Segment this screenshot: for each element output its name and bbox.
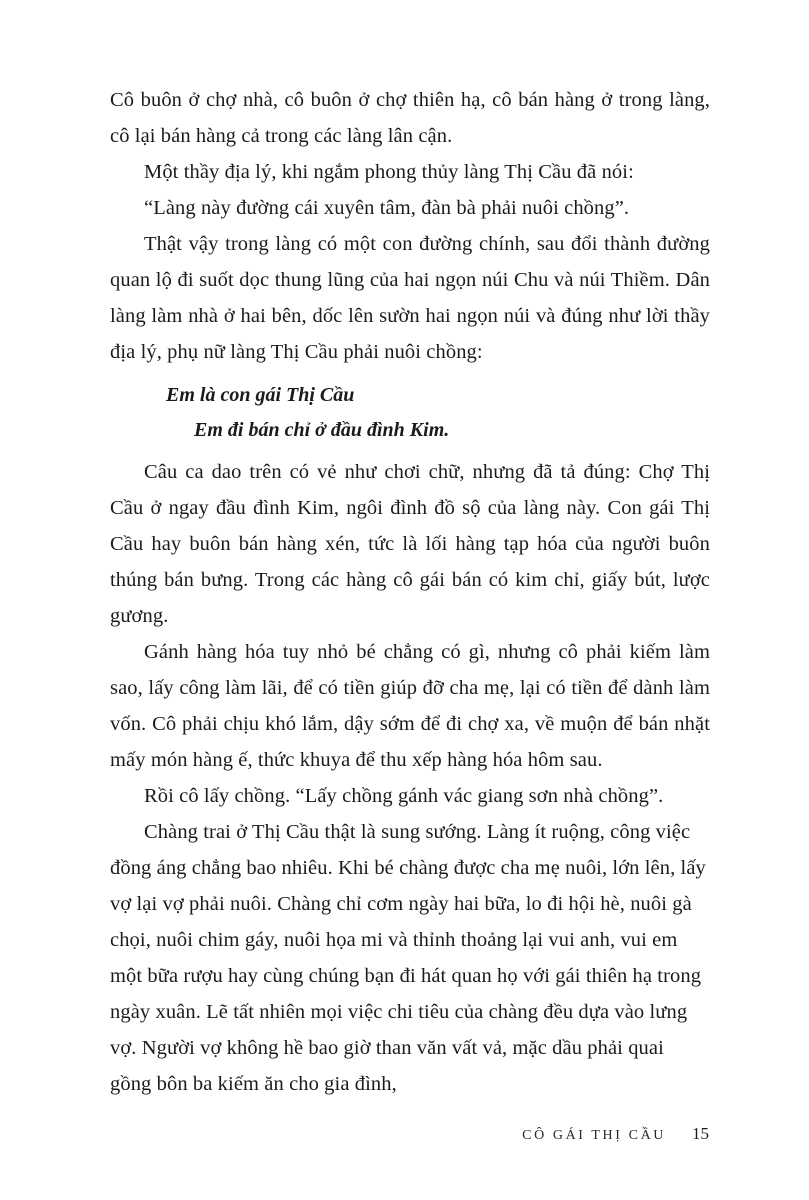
verse-line-2: Em đi bán chỉ ở đầu đình Kim. xyxy=(194,419,450,441)
verse-line-1: Em là con gái Thị Cầu xyxy=(166,384,355,406)
paragraph: “Làng này đường cái xuyên tâm, đàn bà phải nuôi chồng”. xyxy=(144,197,630,219)
paragraph: Câu ca dao trên có vẻ như chơi chữ, nhưng đã tả đúng: Chợ Thị Cầu ở ngay đầu đình Kim, ngôi đình đồ sộ của làng này. Con gái Thị Cầu hay buôn bán hàng xén, tức là lối hàng tạp hóa của người buôn thúng bán bưng. Trong các hàng cô gái bán có kim chỉ, giấy bút, lược gương. xyxy=(110,461,710,627)
page-number: 15 xyxy=(692,1124,709,1143)
paragraph: Chàng trai ở Thị Cầu thật là sung sướng. Làng ít ruộng, công việc đồng áng chẳng bao nhiêu. Khi bé chàng được cha mẹ nuôi, lớn lên, lấy vợ lại vợ phải nuôi. Chàng chỉ cơm ngày hai bữa, lo đi hội hè, nuôi gà chọi, nuôi chim gáy, nuôi họa mi và thỉnh thoảng lại vui anh, vui em một bữa rượu hay cùng chúng bạn đi hát quan họ với gái thiên hạ trong ngày xuân. Lẽ tất nhiên mọi việc chi tiêu của chàng đều dựa vào lưng vợ. Người vợ không hề bao giờ than văn vất vả, mặc dầu phải quai gồng bôn ba kiếm ăn cho gia đình, xyxy=(110,821,706,1095)
paragraph: Rồi cô lấy chồng. “Lấy chồng gánh vác giang sơn nhà chồng”. xyxy=(144,785,664,807)
running-title: CÔ GÁI THỊ CẦU xyxy=(522,1128,666,1143)
verse-block xyxy=(110,378,710,448)
paragraph: Một thầy địa lý, khi ngắm phong thủy làng Thị Cầu đã nói: xyxy=(144,161,634,183)
page-footer xyxy=(110,1124,709,1148)
paragraph: Gánh hàng hóa tuy nhỏ bé chẳng có gì, nhưng cô phải kiếm làm sao, lấy công làm lãi, để có tiền giúp đỡ cha mẹ, lại có tiền để dành làm vốn. Cô phải chịu khó lắm, dậy sớm để đi chợ xa, về muộn để bán nhặt mấy món hàng ế, thức khuya để thu xếp hàng hóa hôm sau. xyxy=(110,641,710,771)
body-text-column xyxy=(110,82,710,1102)
paragraph: Thật vậy trong làng có một con đường chính, sau đổi thành đường quan lộ đi suốt dọc thung lũng của hai ngọn núi Chu và núi Thiềm. Dân làng làm nhà ở hai bên, dốc lên sườn hai ngọn núi và đúng như lời thầy địa lý, phụ nữ làng Thị Cầu phải nuôi chồng: xyxy=(110,233,710,363)
paragraph: Cô buôn ở chợ nhà, cô buôn ở chợ thiên hạ, cô bán hàng ở trong làng, cô lại bán hàng cả trong các làng lân cận. xyxy=(110,89,710,147)
